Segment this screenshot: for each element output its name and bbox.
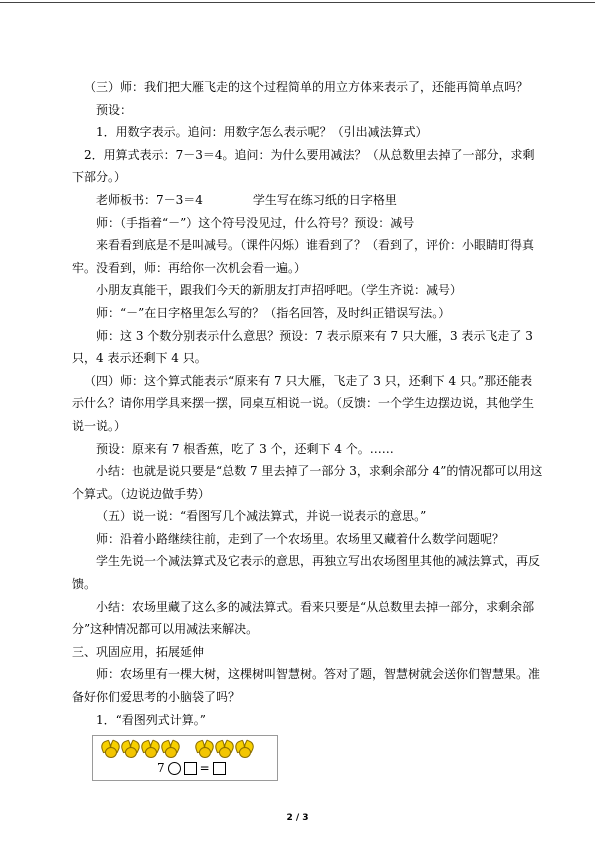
yellow-bird-icon <box>161 741 179 759</box>
paragraph: 2．用算式表示：7－3＝4。追问：为什么要用减法？（从总数里去掉了一部分，求剩下部分。） <box>72 147 535 185</box>
paragraph: 师：这 3 个数分别表示什么意思？预设：7 表示原来有 7 只大雁，3 表示飞走了 3 只，4 表示还剩下 4 只。 <box>72 328 533 366</box>
student-writing-note: 学生写在练习纸的日字格里 <box>252 192 397 207</box>
paragraph: 来看看到底是不是叫减号。（课件闪烁）谁看到了？（看到了，评价：小眼睛盯得真牢。没看到，师：再给你一次机会看一遍。） <box>72 238 535 275</box>
paragraph: 师：“－”在日字格里怎么写的？（指名回答，及时纠正错误写法。） <box>96 305 451 320</box>
yellow-bird-icon <box>195 741 213 759</box>
paragraph: 小结：农场里藏了这么多的减法算式。看来只要是“从总数里去掉一部分，求剩余部分”这种情况都可以用减法来解决。 <box>72 599 535 637</box>
paragraph: 小朋友真能干，跟我们今天的新朋友打声招呼吧。（学生齐说：减号） <box>96 283 463 298</box>
yellow-bird-icon <box>101 741 119 759</box>
formula-number: 7 <box>157 761 165 776</box>
yellow-bird-icon <box>215 741 233 759</box>
bird-row <box>101 741 253 759</box>
document-body <box>72 76 544 781</box>
formula <box>157 761 226 775</box>
page-number: 2 / 3 <box>286 813 309 823</box>
section-heading: 三、巩固应用，拓展延伸 <box>72 644 205 659</box>
paragraph: （五）说一说：“看图写几个减法算式，并说一说表示的意思。” <box>96 509 427 524</box>
board-writing: 老师板书：7－3＝4 <box>96 192 203 207</box>
paragraph: 小结：也就是说只要是“总数 7 里去掉了一部分 3，求剩余部分 4”的情况都可以用这个算式。（边说边做手势） <box>72 464 543 501</box>
answer-box-blank <box>184 762 197 775</box>
yellow-bird-icon <box>141 741 159 759</box>
formula-equals: = <box>199 761 210 776</box>
board-writing-line <box>84 189 544 212</box>
paragraph: （三）师：我们把大雁飞走的这个过程简单的用立方体来表示了，还能再简单点吗？ <box>84 80 529 94</box>
paragraph: （四）师：这个算式能表示“原来有 7 只大雁，飞走了 3 只，还剩下 4 只。”那还能表示什么？请你用学具来摆一摆，同桌互相说一说。（反馈：一个学生边摆边说，其他学生说一说。） <box>72 373 535 433</box>
exercise-figure <box>92 735 278 781</box>
paragraph: 预设：原来有 7 根香蕉，吃了 3 个，还剩下 4 个。…… <box>96 441 394 456</box>
yellow-bird-icon <box>121 741 139 759</box>
operator-circle-blank <box>168 762 181 775</box>
paragraph: 师：沿着小路继续往前，走到了一个农场里。农场里又藏着什么数学问题呢？ <box>96 531 505 546</box>
answer-box-blank <box>213 762 226 775</box>
exercise-title: 1．“看图列式计算。” <box>96 712 206 727</box>
paragraph: 1．用数字表示。追问：用数字怎么表示呢？（引出减法算式） <box>96 125 428 140</box>
paragraph: 预设： <box>96 102 133 117</box>
yellow-bird-icon <box>235 741 253 759</box>
paragraph: 学生先说一个减法算式及它表示的意思，再独立写出农场图里其他的减法算式，再反馈。 <box>72 554 541 592</box>
paragraph: 师：农场里有一棵大树，这棵树叫智慧树。答对了题，智慧树就会送你们智慧果。准备好你们爱思考的小脑袋了吗？ <box>72 667 541 705</box>
header-rule <box>0 2 595 3</box>
paragraph: 师：（手指着“－”）这个符号没见过，什么符号？预设：减号 <box>96 215 415 230</box>
